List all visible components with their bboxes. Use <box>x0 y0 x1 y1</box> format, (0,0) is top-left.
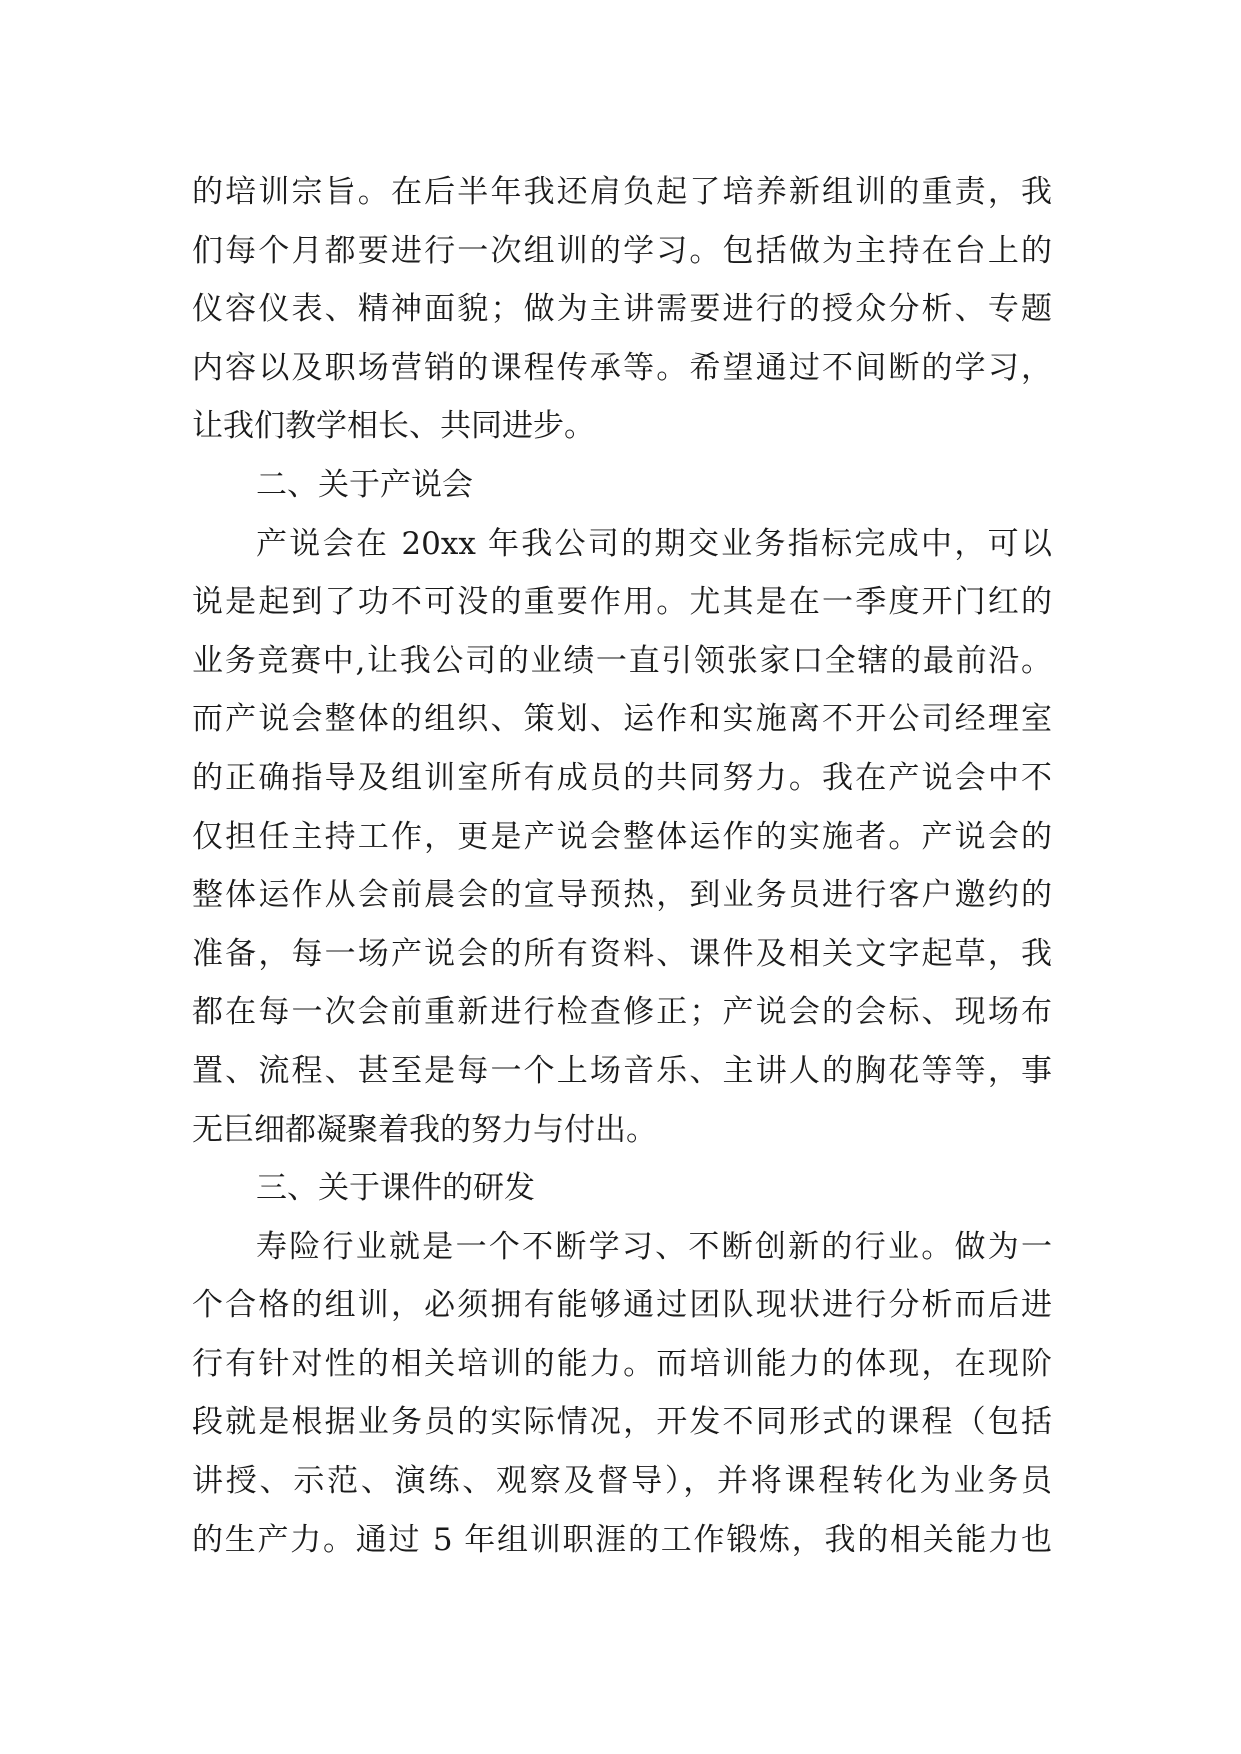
paragraph-2-line-7: 整体运作从会前晨会的宣导预热，到业务员进行客户邀约的 <box>192 877 1052 914</box>
paragraph-1-line-1: 的培训宗旨。在后半年我还肩负起了培养新组训的重责，我 <box>192 174 1052 210</box>
paragraph-3-line-1: 寿险行业就是一个不断学习、不断创新的行业。做为一 <box>256 1228 1052 1265</box>
paragraph-3-line-6: 的生产力。通过 5 年组训职涯的工作锻炼，我的相关能力也 <box>192 1521 1052 1558</box>
paragraph-2-line-4: 而产说会整体的组织、策划、运作和实施离不开公司经理室 <box>192 701 1052 738</box>
paragraph-2-line-2: 说是起到了功不可没的重要作用。尤其是在一季度开门红的 <box>192 584 1052 621</box>
paragraph-1-line-2: 们每个月都要进行一次组训的学习。包括做为主持在台上的 <box>192 232 1052 269</box>
paragraph-1-line-5: 让我们教学相长、共同进步。 <box>192 408 595 445</box>
section-heading-2: 二、关于产说会 <box>256 466 473 503</box>
paragraph-2-line-11: 无巨细都凝聚着我的努力与付出。 <box>192 1111 657 1148</box>
document-body <box>192 163 1052 1569</box>
paragraph-1-line-4: 内容以及职场营销的课程传承等。希望通过不间断的学习， <box>192 349 1052 386</box>
paragraph-2-line-6: 仅担任主持工作，更是产说会整体运作的实施者。产说会的 <box>192 818 1052 855</box>
paragraph-3-line-4: 段就是根据业务员的实际情况，开发不同形式的课程（包括 <box>192 1404 1052 1441</box>
section-heading-3: 三、关于课件的研发 <box>256 1170 535 1207</box>
paragraph-2-line-3: 业务竞赛中,让我公司的业绩一直引领张家口全辖的最前沿。 <box>192 642 1052 679</box>
paragraph-2-line-5: 的正确指导及组训室所有成员的共同努力。我在产说会中不 <box>192 759 1052 796</box>
paragraph-2-line-9: 都在每一次会前重新进行检查修正；产说会的会标、现场布 <box>192 994 1052 1031</box>
paragraph-1-line-3: 仪容仪表、精神面貌；做为主讲需要进行的授众分析、专题 <box>192 291 1052 328</box>
paragraph-3-line-3: 行有针对性的相关培训的能力。而培训能力的体现，在现阶 <box>192 1345 1052 1382</box>
paragraph-3-line-2: 个合格的组训，必须拥有能够通过团队现状进行分析而后进 <box>192 1287 1052 1324</box>
paragraph-2-line-10: 置、流程、甚至是每一个上场音乐、主讲人的胸花等等，事 <box>192 1052 1052 1089</box>
paragraph-2-line-8: 准备，每一场产说会的所有资料、课件及相关文字起草，我 <box>192 935 1052 972</box>
paragraph-2-line-1: 产说会在 20xx 年我公司的期交业务指标完成中，可以 <box>256 525 1052 562</box>
paragraph-3-line-5: 讲授、示范、演练、观察及督导），并将课程转化为业务员 <box>192 1463 1052 1500</box>
